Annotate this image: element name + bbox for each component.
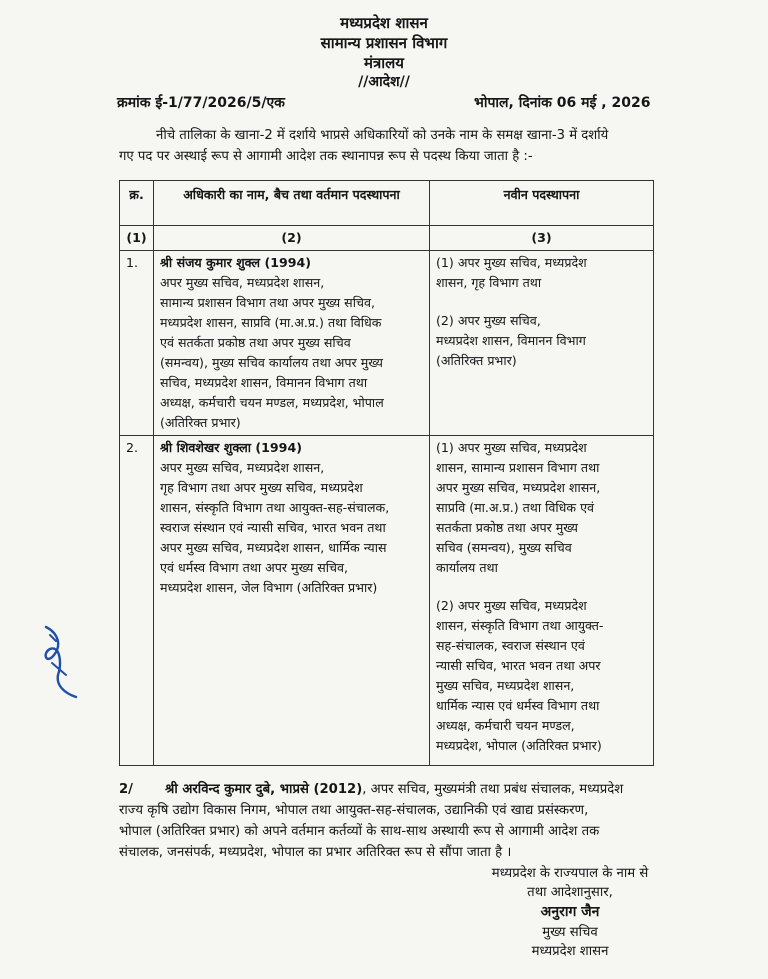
table-row [120, 251, 654, 436]
col-number-1: (1) [120, 226, 154, 251]
current-line: अपर मुख्य सचिव, मध्यप्रदेश शासन, धार्मिक न्यास [160, 540, 387, 555]
table-row [120, 436, 654, 766]
table-header-row [120, 181, 654, 226]
new-posting-line: कार्यालय तथा [436, 560, 498, 575]
govt-title: मध्यप्रदेश शासन [340, 14, 428, 32]
new-posting-line: सह-संचालक, स्वराज संस्थान एवं [436, 638, 585, 653]
col-number-2: (2) [154, 226, 430, 251]
current-line: मध्यप्रदेश शासन, साप्रवि (मा.अ.प्र.) तथा विधिक [160, 315, 382, 330]
pen-initial-mark [36, 615, 86, 710]
header-serial: क्र. [120, 181, 154, 226]
new-posting-line: मुख्य सचिव, मध्यप्रदेश शासन, [436, 678, 575, 693]
para2-number: 2/ [119, 782, 133, 797]
current-line: स्वराज संस्थान एवं न्यासी सचिव, भारत भवन तथा [160, 520, 386, 535]
officer-cell [154, 436, 430, 766]
intro-line-2: गए पद पर अस्थाई रूप से आगामी आदेश तक स्थानापन्न रूप से पदस्थ किया जाता है :- [119, 149, 533, 164]
current-line: (समन्वय), मुख्य सचिव कार्यालय तथा अपर मुख्य [160, 355, 383, 370]
new-posting-line: (अतिरिक्त प्रभार) [436, 353, 517, 368]
column-number-row [120, 226, 654, 251]
new-posting-line: शासन, सामान्य प्रशासन विभाग तथा [436, 460, 600, 475]
para2-officer-name: श्री अरविन्द कुमार दुबे, भाप्रसे (2012) [165, 782, 363, 797]
ministry-title: मंत्रालय [363, 54, 404, 72]
new-posting-line: शासन, गृह विभाग तथा [436, 275, 542, 290]
officer-name: श्री संजय कुमार शुक्ल (1994) [160, 255, 312, 270]
new-posting-cell [430, 251, 654, 436]
current-line: मध्यप्रदेश शासन, जेल विभाग (अतिरिक्त प्रभार) [160, 580, 378, 595]
order-place-date: भोपाल, दिनांक 06 मई , 2026 [474, 95, 651, 111]
governor-line: मध्यप्रदेश के राज्यपाल के नाम से [491, 866, 649, 881]
row-serial: 1. [120, 251, 154, 436]
new-posting-line: मध्यप्रदेश, भोपाल (अतिरिक्त प्रभार) [436, 738, 602, 753]
new-posting-cell [430, 436, 654, 766]
new-posting-line: धार्मिक न्यास एवं धर्मस्व विभाग तथा [436, 698, 600, 713]
new-posting-line: सतर्कता प्रकोष्ठ तथा अपर मुख्य [436, 520, 578, 535]
current-line: (अतिरिक्त प्रभार) [160, 415, 241, 430]
header-officer: अधिकारी का नाम, बैच तथा वर्तमान पदस्थापना [154, 181, 430, 226]
new-posting-line: साप्रवि (मा.अ.प्र.) तथा विधिक एवं [436, 500, 595, 515]
order-number: क्रमांक ई-1/77/2026/5/एक [117, 95, 285, 111]
current-posting [160, 458, 423, 598]
intro-line-1: नीचे तालिका के खाना-2 में दर्शाये भाप्रसे अधिकारियों को उनके नाम के समक्ष खाना-3 में दर्शाये [156, 128, 609, 143]
new-posting-line: (2) अपर मुख्य सचिव, [436, 313, 541, 328]
current-line: शासन, संस्कृति विभाग तथा आयुक्त-सह-संचालक, [160, 500, 390, 515]
header-new-posting: नवीन पदस्थापना [430, 181, 654, 226]
officer-cell [154, 251, 430, 436]
para2-line-1-rest: , अपर सचिव, मुख्यमंत्री तथा प्रबंध संचालक, मध्यप्रदेश [362, 782, 624, 797]
para2-line-4: संचालक, जनसंपर्क, मध्यप्रदेश, भोपाल का प्रभार अतिरिक्त रूप से सौंपा जाता है । [119, 845, 512, 860]
para2-line-1 [165, 779, 623, 800]
signatory-name: अनुराग जैन [540, 904, 600, 920]
current-line: सचिव, मध्यप्रदेश शासन, विमानन विभाग तथा [160, 375, 368, 390]
current-line: अध्यक्ष, कर्मचारी चयन मण्डल, मध्यप्रदेश, भोपाल [160, 395, 384, 410]
new-posting-line: सचिव (समन्वय), मुख्य सचिव [436, 540, 572, 555]
current-posting [160, 273, 423, 433]
by-order-line: तथा आदेशानुसार, [527, 885, 613, 900]
new-posting-line: अध्यक्ष, कर्मचारी चयन मण्डल, [436, 718, 575, 733]
current-line: गृह विभाग तथा अपर मुख्य सचिव, मध्यप्रदेश [160, 480, 363, 495]
signatory-designation: मुख्य सचिव [542, 925, 598, 940]
new-posting-line: मध्यप्रदेश शासन, विमानन विभाग [436, 333, 586, 348]
current-line: अपर मुख्य सचिव, मध्यप्रदेश शासन, [160, 275, 325, 290]
new-posting-line: (1) अपर मुख्य सचिव, मध्यप्रदेश [436, 440, 587, 455]
new-posting-line: अपर मुख्य सचिव, मध्यप्रदेश शासन, [436, 480, 601, 495]
new-posting-line: (1) अपर मुख्य सचिव, मध्यप्रदेश [436, 255, 587, 270]
signatory-office: मध्यप्रदेश शासन [531, 944, 609, 959]
para2-line-3: भोपाल (अतिरिक्त प्रभार) को अपने वर्तमान कर्तव्यों के साथ-साथ अस्थायी रूप से आगामी आदेश तक [119, 824, 600, 839]
current-line: एवं धर्मस्व विभाग तथा अपर मुख्य सचिव, [160, 560, 349, 575]
current-line: सामान्य प्रशासन विभाग तथा अपर मुख्य सचिव, [160, 295, 375, 310]
new-posting-line: शासन, संस्कृति विभाग तथा आयुक्त- [436, 618, 604, 633]
officer-name: श्री शिवशेखर शुक्ला (1994) [160, 440, 302, 455]
current-line: एवं सतर्कता प्रकोष्ठ तथा अपर मुख्य सचिव [160, 335, 351, 350]
order-heading: //आदेश// [358, 74, 410, 90]
col-number-3: (3) [430, 226, 654, 251]
row-serial: 2. [120, 436, 154, 766]
new-posting-line: (2) अपर मुख्य सचिव, मध्यप्रदेश [436, 598, 587, 613]
para2-line-2: राज्य कृषि उद्योग विकास निगम, भोपाल तथा आयुक्त-सह-संचालक, उद्यानिकी एवं खाद्य प्रसंस्करण, [119, 803, 589, 818]
new-posting-line: न्यासी सचिव, भारत भवन तथा अपर [436, 658, 601, 673]
department-title: सामान्य प्रशासन विभाग [320, 34, 448, 52]
posting-table [119, 180, 654, 766]
current-line: अपर मुख्य सचिव, मध्यप्रदेश शासन, [160, 460, 325, 475]
